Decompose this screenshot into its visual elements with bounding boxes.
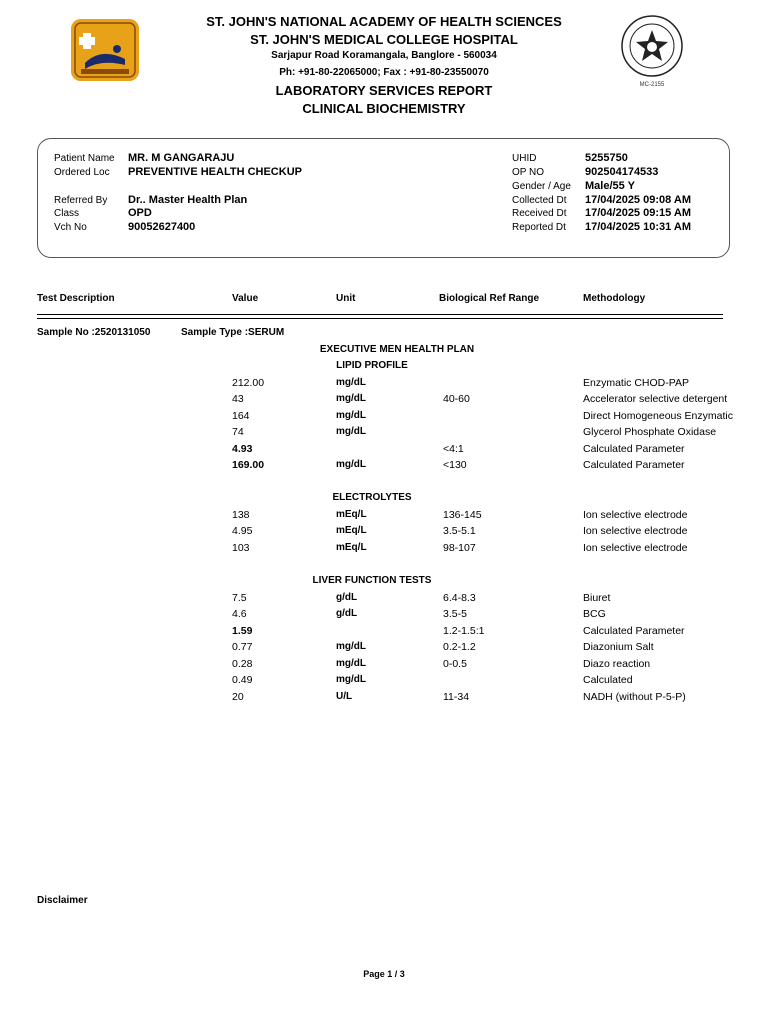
result-method: Calculated Parameter [583, 459, 685, 471]
sample-number: Sample No :2520131050 [37, 327, 151, 338]
section-plan: EXECUTIVE MEN HEALTH PLAN [319, 344, 475, 355]
result-method: Ion selective electrode [583, 509, 688, 521]
col-methodology: Methodology [583, 293, 646, 304]
result-unit: g/dL [336, 592, 358, 603]
result-value: 138 [232, 509, 250, 521]
patient-name-label: Patient Name [54, 153, 115, 164]
result-method: NADH (without P-5-P) [583, 691, 686, 703]
op-no-value: 902504174533 [585, 166, 659, 178]
result-unit: mg/dL [336, 658, 366, 669]
result-method: Enzymatic CHOD-PAP [583, 377, 689, 389]
header-divider [37, 314, 723, 319]
report-title: LABORATORY SERVICES REPORT [275, 83, 493, 98]
result-value: 0.77 [232, 641, 253, 653]
result-unit: mEq/L [336, 509, 367, 520]
class-label: Class [54, 208, 80, 219]
vch-no-value: 90052627400 [128, 221, 196, 233]
result-method: Calculated Parameter [583, 443, 685, 455]
result-unit: mg/dL [336, 641, 366, 652]
referred-by-value: Dr.. Master Health Plan [128, 194, 248, 206]
hospital-address: Sarjapur Road Koramangala, Banglore - 560034 [271, 50, 497, 61]
result-method: Diazonium Salt [583, 641, 654, 653]
page-number: Page 1 / 3 [363, 969, 405, 979]
result-value: 4.6 [232, 608, 247, 620]
department-title: CLINICAL BIOCHEMISTRY [302, 101, 466, 116]
result-unit: mg/dL [336, 377, 366, 388]
result-unit: g/dL [336, 608, 358, 619]
result-unit: mEq/L [336, 542, 367, 553]
disclaimer-heading: Disclaimer [37, 895, 88, 906]
received-value: 17/04/2025 09:15 AM [585, 207, 691, 219]
hospital-contact: Ph: +91-80-22065000; Fax : +91-80-23550070 [279, 67, 489, 78]
collected-label: Collected Dt [512, 195, 567, 206]
result-range: <4:1 [443, 443, 464, 455]
result-method: Calculated [583, 674, 633, 686]
result-value: 43 [232, 393, 244, 405]
result-method: Accelerator selective detergent [583, 393, 728, 405]
collected-value: 17/04/2025 09:08 AM [585, 194, 691, 206]
col-ref-range: Biological Ref Range [439, 293, 540, 304]
result-range: 0-0.5 [443, 658, 467, 670]
result-range: 6.4-8.3 [443, 592, 476, 604]
reported-value: 17/04/2025 10:31 AM [585, 221, 691, 233]
op-no-label: OP NO [512, 167, 545, 178]
seal-code: MC-2155 [639, 82, 665, 88]
result-value: 0.28 [232, 658, 253, 670]
patient-name-value: MR. M GANGARAJU [128, 152, 235, 164]
section-liver-function: LIVER FUNCTION TESTS [312, 575, 432, 586]
received-label: Received Dt [512, 208, 567, 219]
uhid-value: 5255750 [585, 152, 628, 164]
vch-no-label: Vch No [54, 222, 87, 233]
result-value-flagged: 169.00 [232, 459, 265, 471]
result-method: Glycerol Phosphate Oxidase [583, 426, 717, 438]
result-range: 0.2-1.2 [443, 641, 476, 653]
result-range: <130 [443, 459, 467, 471]
result-method: Ion selective electrode [583, 542, 688, 554]
result-value-flagged: 4.93 [232, 443, 253, 455]
institution-name: ST. JOHN'S NATIONAL ACADEMY OF HEALTH SCIENCES [206, 14, 562, 29]
result-unit: mg/dL [336, 410, 366, 421]
result-method: Ion selective electrode [583, 525, 688, 537]
result-unit: mg/dL [336, 426, 366, 437]
result-method: Diazo reaction [583, 658, 651, 670]
section-lipid-profile: LIPID PROFILE [336, 360, 408, 371]
result-unit: U/L [336, 691, 353, 702]
result-unit: mEq/L [336, 525, 367, 536]
result-method: BCG [583, 608, 606, 620]
result-method: Calculated Parameter [583, 625, 685, 637]
col-test-description: Test Description [37, 293, 115, 304]
result-range: 11-34 [443, 691, 470, 703]
result-method: Direct Homogeneous Enzymatic [583, 410, 733, 422]
result-unit: mg/dL [336, 674, 366, 685]
result-method: Biuret [583, 592, 611, 604]
result-range: 40-60 [443, 393, 470, 405]
col-unit: Unit [336, 293, 356, 304]
result-range: 98-107 [443, 542, 476, 554]
ordered-loc-label: Ordered Loc [54, 167, 110, 178]
ordered-loc-value: PREVENTIVE HEALTH CHECKUP [128, 166, 302, 178]
result-range: 3.5-5 [443, 608, 467, 620]
result-value: 7.5 [232, 592, 247, 604]
result-range: 136-145 [443, 509, 482, 521]
reported-label: Reported Dt [512, 222, 566, 233]
referred-by-label: Referred By [54, 195, 108, 206]
uhid-label: UHID [512, 153, 537, 164]
result-unit: mg/dL [336, 459, 366, 470]
result-value: 212.00 [232, 377, 265, 389]
result-unit: mg/dL [336, 393, 366, 404]
gender-age-label: Gender / Age [512, 181, 571, 192]
result-value: 4.95 [232, 525, 253, 537]
result-value: 0.49 [232, 674, 253, 686]
result-value: 20 [232, 691, 244, 703]
col-value: Value [232, 293, 259, 304]
hospital-name: ST. JOHN'S MEDICAL COLLEGE HOSPITAL [250, 32, 518, 47]
result-value: 164 [232, 410, 250, 422]
result-range: 3.5-5.1 [443, 525, 476, 537]
result-range: 1.2-1.5:1 [443, 625, 485, 637]
gender-age-value: Male/55 Y [585, 180, 635, 192]
result-value-flagged: 1.59 [232, 625, 253, 637]
result-value: 103 [232, 542, 250, 554]
class-value: OPD [128, 207, 152, 219]
sample-type: Sample Type :SERUM [181, 327, 285, 338]
result-value: 74 [232, 426, 244, 438]
section-electrolytes: ELECTROLYTES [332, 492, 412, 503]
